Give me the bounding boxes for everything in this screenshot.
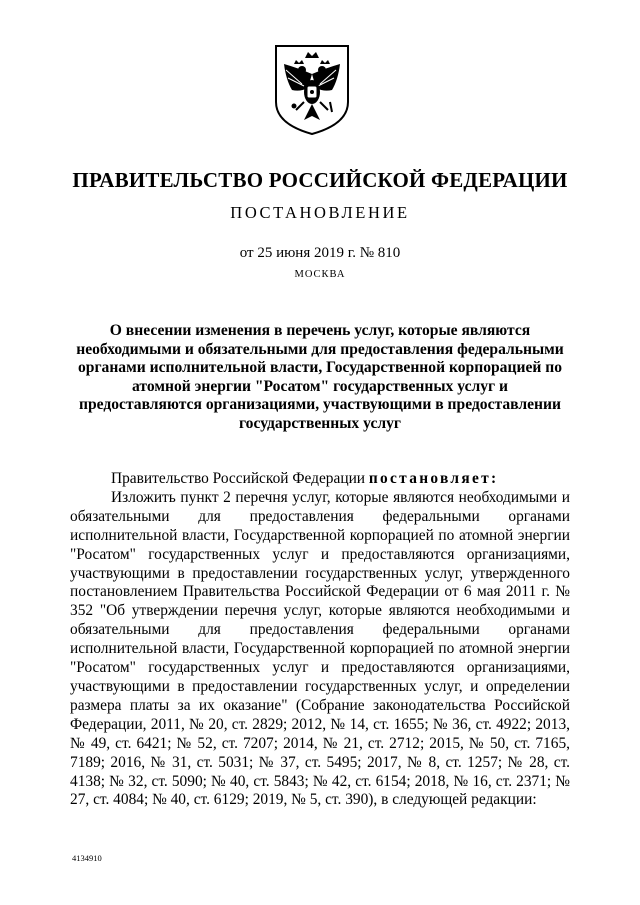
document-city: МОСКВА: [294, 269, 346, 280]
document-date-number: от 25 июня 2019 г. № 810: [239, 245, 401, 261]
decree-word: постановляет:: [368, 470, 499, 487]
coat-of-arms-icon: [272, 40, 352, 136]
document-body: [70, 470, 570, 810]
government-title: ПРАВИТЕЛЬСТВО РОССИЙСКОЙ ФЕДЕРАЦИИ: [72, 168, 568, 192]
document-code: 4134910: [72, 853, 102, 863]
document-subject: О внесении изменения в перечень услуг, которые являются необходимыми и обязательными для предоставления федеральными органами исполнительной власти, Государственной корпорацией по атомной энергии "Росатом" государственных услуг и предоставляются организациями, участвующими в предоставлении государственных услуг: [76, 322, 564, 432]
document-type: ПОСТАНОВЛЕНИЕ: [230, 203, 410, 222]
intro-paragraph: [70, 470, 570, 489]
intro-prefix: Правительство Российской Федерации: [111, 470, 369, 487]
main-paragraph: Изложить пункт 2 перечня услуг, которые являются необходимыми и обязательными для предоставления федеральными органами исполнительной власти, Государственной корпорацией по атомной энергии "Росатом" государственных услуг и предоставляются организациями, участвующими в предоставлении государственных услуг, утвержденного постановлением Правительства Российской Федерации от 6 мая 2011 г. № 352 "Об утверждении перечня услуг, которые являются необходимыми и обязательными для предоставления федеральными органами исполнительной власти, Государственной корпорацией по атомной энергии "Росатом" государственных услуг и предоставляются организациями, участвующими в предоставлении государственных услуг, и определении размера платы за их оказание" (Собрание законодательства Российской Федерации, 2011, № 20, ст. 2829; 2012, № 14, ст. 1655; № 36, ст. 4922; 2013, № 49, ст. 6421; № 52, ст. 7207; 2014, № 21, ст. 2712; 2015, № 50, ст. 7165, 7189; 2016, № 31, ст. 5031; № 37, ст. 5495; 2017, № 8, ст. 1257; № 28, ст. 4138; № 32, ст. 5090; № 40, ст. 5843; № 42, ст. 6154; 2018, № 16, ст. 2371; № 27, ст. 4084; № 40, ст. 6129; 2019, № 5, ст. 390), в следующей редакции:: [70, 488, 570, 809]
